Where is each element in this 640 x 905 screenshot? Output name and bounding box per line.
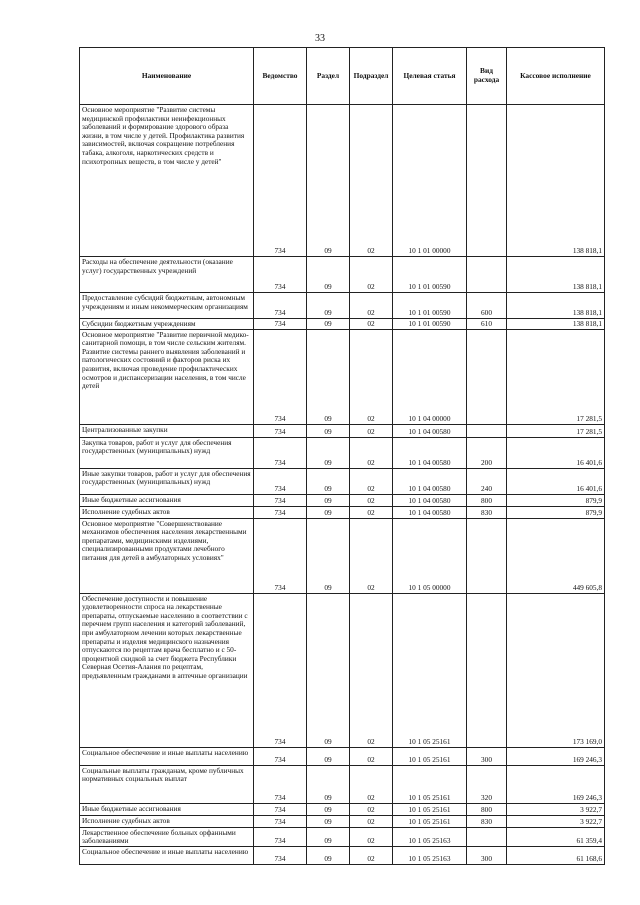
row-vid: 830 (467, 506, 507, 518)
row-target: 10 1 04 00580 (393, 437, 467, 468)
row-name: Исполнение судебных актов (80, 506, 254, 518)
row-amount: 16 401,6 (507, 437, 605, 468)
row-vid: 610 (467, 319, 507, 330)
row-podrazdel: 02 (350, 815, 393, 827)
table-row (80, 468, 605, 494)
row-podrazdel: 02 (350, 518, 393, 593)
row-podrazdel: 02 (350, 593, 393, 747)
table-row (80, 518, 605, 593)
row-name: Лекарственное обеспечение больных орфанными заболеваниями (80, 827, 254, 846)
row-name: Основное мероприятие "Развитие системы медицинской профилактики неинфекционных заболеваний и формирование здорового образа жизни, в том числе у детей. Профилактика развития зависимостей, включая сокращение потребления табака, алкоголя, наркотических средств и психотропных веществ, в том числе у детей" (80, 105, 254, 257)
row-vedomstvo: 734 (254, 257, 307, 293)
header-vedomstvo: Ведомство (254, 48, 307, 105)
row-name: Иные бюджетные ассигнования (80, 803, 254, 815)
row-amount: 138 818,1 (507, 105, 605, 257)
table-row (80, 747, 605, 765)
row-vedomstvo: 734 (254, 293, 307, 319)
row-vid: 300 (467, 747, 507, 765)
row-target: 10 1 05 00000 (393, 518, 467, 593)
row-target: 10 1 05 25161 (393, 593, 467, 747)
row-razdel: 09 (307, 506, 350, 518)
row-name: Иные бюджетные ассигнования (80, 494, 254, 506)
row-razdel: 09 (307, 846, 350, 864)
row-podrazdel: 02 (350, 747, 393, 765)
row-podrazdel: 02 (350, 105, 393, 257)
row-razdel: 09 (307, 257, 350, 293)
row-razdel: 09 (307, 105, 350, 257)
row-vid: 800 (467, 494, 507, 506)
row-amount: 169 246,3 (507, 747, 605, 765)
row-vedomstvo: 734 (254, 815, 307, 827)
row-vedomstvo: 734 (254, 765, 307, 803)
row-podrazdel: 02 (350, 293, 393, 319)
table-row (80, 827, 605, 846)
row-target: 10 1 05 25161 (393, 803, 467, 815)
table-row (80, 846, 605, 864)
row-target: 10 1 05 25161 (393, 765, 467, 803)
table-row (80, 506, 605, 518)
row-podrazdel: 02 (350, 506, 393, 518)
row-vedomstvo: 734 (254, 468, 307, 494)
row-amount: 3 922,7 (507, 815, 605, 827)
row-podrazdel: 02 (350, 424, 393, 437)
row-target: 10 1 05 25163 (393, 827, 467, 846)
row-razdel: 09 (307, 293, 350, 319)
row-target: 10 1 01 00590 (393, 257, 467, 293)
row-target: 10 1 01 00590 (393, 293, 467, 319)
row-vid: 830 (467, 815, 507, 827)
table-row (80, 105, 605, 257)
row-vedomstvo: 734 (254, 437, 307, 468)
row-name: Субсидии бюджетным учреждениям (80, 319, 254, 330)
row-vedomstvo: 734 (254, 593, 307, 747)
row-razdel: 09 (307, 803, 350, 815)
page-number: 33 (315, 33, 325, 44)
row-amount: 17 281,5 (507, 329, 605, 424)
header-vid: Вид расхода (467, 48, 507, 105)
row-name: Иные закупки товаров, работ и услуг для обеспечения государственных (муниципальных) нужд (80, 468, 254, 494)
header-podrazdel: Подраздел (350, 48, 393, 105)
table-row (80, 319, 605, 330)
row-razdel: 09 (307, 437, 350, 468)
table-row (80, 257, 605, 293)
row-vid: 800 (467, 803, 507, 815)
row-vid (467, 329, 507, 424)
row-vedomstvo: 734 (254, 329, 307, 424)
row-amount: 138 818,1 (507, 319, 605, 330)
row-vedomstvo: 734 (254, 747, 307, 765)
row-vid: 240 (467, 468, 507, 494)
row-razdel: 09 (307, 424, 350, 437)
row-vid (467, 257, 507, 293)
row-podrazdel: 02 (350, 329, 393, 424)
row-podrazdel: 02 (350, 827, 393, 846)
row-vedomstvo: 734 (254, 424, 307, 437)
row-name: Социальное обеспечение и иные выплаты населению (80, 747, 254, 765)
row-podrazdel: 02 (350, 468, 393, 494)
header-name: Наименование (80, 48, 254, 105)
row-name: Социальные выплаты гражданам, кроме публичных нормативных социальных выплат (80, 765, 254, 803)
row-razdel: 09 (307, 319, 350, 330)
row-amount: 138 818,1 (507, 293, 605, 319)
table-row (80, 424, 605, 437)
row-podrazdel: 02 (350, 257, 393, 293)
row-razdel: 09 (307, 747, 350, 765)
row-amount: 449 605,8 (507, 518, 605, 593)
row-podrazdel: 02 (350, 803, 393, 815)
row-name: Закупка товаров, работ и услуг для обеспечения государственных (муниципальных) нужд (80, 437, 254, 468)
row-podrazdel: 02 (350, 319, 393, 330)
row-amount: 61 168,6 (507, 846, 605, 864)
row-vedomstvo: 734 (254, 803, 307, 815)
row-name: Централизованные закупки (80, 424, 254, 437)
table-row (80, 765, 605, 803)
row-target: 10 1 04 00580 (393, 424, 467, 437)
row-podrazdel: 02 (350, 765, 393, 803)
row-amount: 3 922,7 (507, 803, 605, 815)
row-podrazdel: 02 (350, 437, 393, 468)
row-name: Обеспечение доступности и повышение удовлетворенности спроса на лекарственные препараты, отпускаемые населению в соответствии с перечнем групп населения и категорий заболеваний, при амбулаторном лечении которых лекарственные препараты и изделия медицинского назначения отпускаются по рецептам врача бесплатно и с 50-процентной скидкой за счет бюджета Республики Северная Осетия-Алания по рецептам, предъявленным гражданами в аптечные организации (80, 593, 254, 747)
row-razdel: 09 (307, 518, 350, 593)
row-vid (467, 827, 507, 846)
row-target: 10 1 01 00000 (393, 105, 467, 257)
table-row (80, 329, 605, 424)
row-razdel: 09 (307, 329, 350, 424)
table-row (80, 593, 605, 747)
row-razdel: 09 (307, 468, 350, 494)
row-target: 10 1 04 00580 (393, 468, 467, 494)
row-amount: 138 818,1 (507, 257, 605, 293)
row-razdel: 09 (307, 765, 350, 803)
row-vedomstvo: 734 (254, 506, 307, 518)
row-amount: 16 401,6 (507, 468, 605, 494)
row-name: Основное мероприятие "Совершенствование механизмов обеспечения населения лекарственными препаратами, медицинскими изделиями, специализированными продуктами лечебного питания для детей в амбулаторных условиях" (80, 518, 254, 593)
row-razdel: 09 (307, 815, 350, 827)
row-amount: 879,9 (507, 494, 605, 506)
table-row (80, 815, 605, 827)
row-target: 10 1 04 00580 (393, 494, 467, 506)
row-name: Расходы на обеспечение деятельности (оказание услуг) государственных учреждений (80, 257, 254, 293)
row-vid: 600 (467, 293, 507, 319)
row-amount: 173 169,0 (507, 593, 605, 747)
row-vid: 320 (467, 765, 507, 803)
row-vedomstvo: 734 (254, 518, 307, 593)
row-vedomstvo: 734 (254, 105, 307, 257)
row-vid (467, 105, 507, 257)
row-amount: 879,9 (507, 506, 605, 518)
budget-table (79, 47, 605, 865)
row-target: 10 1 05 25161 (393, 747, 467, 765)
row-target: 10 1 05 25163 (393, 846, 467, 864)
header-target: Целевая статья (393, 48, 467, 105)
row-target: 10 1 01 00590 (393, 319, 467, 330)
row-vid (467, 593, 507, 747)
row-vid: 300 (467, 846, 507, 864)
header-razdel: Раздел (307, 48, 350, 105)
row-target: 10 1 04 00000 (393, 329, 467, 424)
row-vedomstvo: 734 (254, 319, 307, 330)
row-vedomstvo: 734 (254, 846, 307, 864)
row-podrazdel: 02 (350, 494, 393, 506)
table-header-row (80, 48, 605, 105)
row-name: Основное мероприятие "Развитие первичной медико-санитарной помощи, в том числе сельским жителям. Развитие системы раннего выявления заболеваний и патологических состояний и факторов риска их развития, включая проведение профилактических осмотров и диспансеризации населения, в том числе детей (80, 329, 254, 424)
row-razdel: 09 (307, 494, 350, 506)
table-row (80, 494, 605, 506)
row-name: Предоставление субсидий бюджетным, автономным учреждениям и иным некоммерческим организациям (80, 293, 254, 319)
row-name: Социальное обеспечение и иные выплаты населению (80, 846, 254, 864)
row-vid: 200 (467, 437, 507, 468)
row-razdel: 09 (307, 827, 350, 846)
row-name: Исполнение судебных актов (80, 815, 254, 827)
table-row (80, 437, 605, 468)
row-amount: 17 281,5 (507, 424, 605, 437)
row-vid (467, 424, 507, 437)
row-vid (467, 518, 507, 593)
row-amount: 169 246,3 (507, 765, 605, 803)
header-amount: Кассовое исполнение (507, 48, 605, 105)
row-razdel: 09 (307, 593, 350, 747)
table-row (80, 803, 605, 815)
table-row (80, 293, 605, 319)
row-target: 10 1 05 25161 (393, 815, 467, 827)
row-vedomstvo: 734 (254, 827, 307, 846)
row-amount: 61 359,4 (507, 827, 605, 846)
row-podrazdel: 02 (350, 846, 393, 864)
row-target: 10 1 04 00580 (393, 506, 467, 518)
row-vedomstvo: 734 (254, 494, 307, 506)
